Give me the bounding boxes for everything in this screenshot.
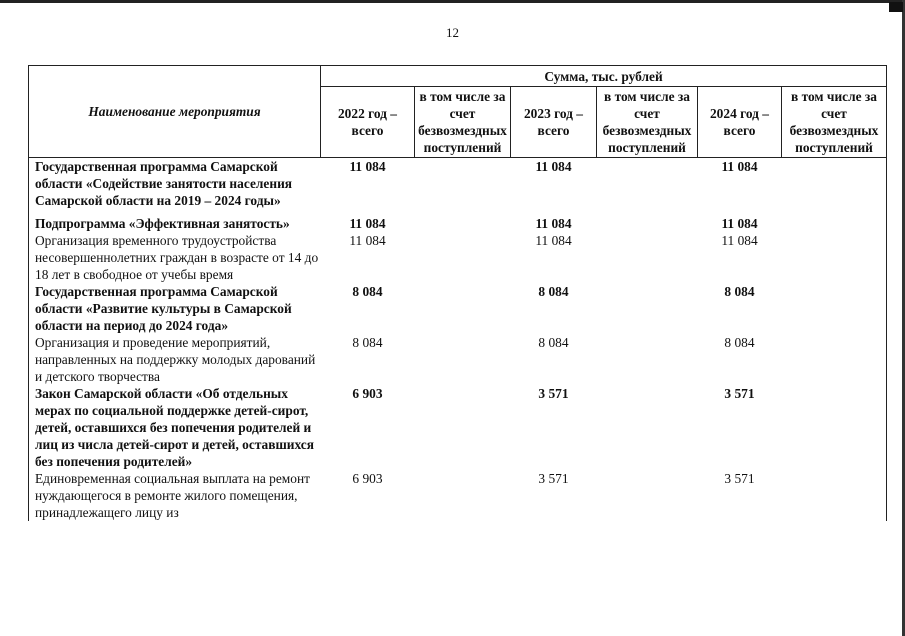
header-2023-total: 2023 год – всего [511, 87, 597, 158]
row-activity-name: Единовременная социальная выплата на ремонт нуждающегося в ремонте жилого помещения, принадлежащего лицу из [29, 470, 321, 521]
row-2023-gratuitous [597, 158, 698, 216]
row-2024-gratuitous [782, 470, 887, 521]
row-2024-gratuitous [782, 334, 887, 385]
row-2024-total: 11 084 [721, 233, 758, 248]
row-2024-gratuitous [782, 158, 887, 216]
row-2023-total: 11 084 [535, 159, 572, 174]
row-2022-gratuitous [415, 232, 511, 283]
table-row [29, 283, 887, 334]
page-number: 12 [446, 25, 459, 40]
row-2022-total: 11 084 [349, 233, 386, 248]
row-2023-gratuitous [597, 215, 698, 232]
row-2024-gratuitous [782, 232, 887, 283]
row-2024-gratuitous [782, 385, 887, 470]
header-2023-gratuitous: в том числе за счет безвозмездных поступлений [597, 87, 698, 158]
row-activity-name: Подпрограмма «Эффективная занятость» [29, 215, 321, 232]
header-2024-total: 2024 год – всего [698, 87, 782, 158]
row-2023-total: 3 571 [538, 471, 569, 486]
row-2022-gratuitous [415, 215, 511, 232]
row-2022-total: 11 084 [349, 216, 386, 231]
row-2024-total: 3 571 [724, 471, 755, 486]
table-row [29, 385, 887, 470]
row-2023-gratuitous [597, 334, 698, 385]
row-activity-name: Организация временного трудоустройства несовершеннолетних граждан в возрасте от 14 до 18 лет в свободное от учебы время [29, 232, 321, 283]
header-activity-name: Наименование мероприятия [29, 66, 321, 158]
row-2024-gratuitous [782, 283, 887, 334]
table-row [29, 158, 887, 216]
row-activity-name: Закон Самарской области «Об отдельных мерах по социальной поддержке детей-сирот, детей, оставшихся без попечения родителей и лиц из числа детей-сирот и детей, оставшихся без попечения родителей» [29, 385, 321, 470]
table-row [29, 334, 887, 385]
table-header [29, 66, 887, 158]
row-2022-gratuitous [415, 385, 511, 470]
header-2022-gratuitous: в том числе за счет безвозмездных поступлений [415, 87, 511, 158]
row-2022-total: 6 903 [352, 386, 383, 401]
row-2022-total: 11 084 [349, 159, 386, 174]
row-activity-name: Государственная программа Самарской области «Развитие культуры в Самарской области на период до 2024 года» [29, 283, 321, 334]
row-2022-gratuitous [415, 158, 511, 216]
row-2022-total: 6 903 [352, 471, 383, 486]
row-2023-gratuitous [597, 283, 698, 334]
row-2024-total: 3 571 [724, 386, 755, 401]
row-2023-gratuitous [597, 385, 698, 470]
scan-edge-top [0, 0, 905, 3]
row-2022-gratuitous [415, 470, 511, 521]
header-2022-total: 2022 год – всего [321, 87, 415, 158]
row-activity-name: Организация и проведение мероприятий, направленных на поддержку молодых дарований и детского творчества [29, 334, 321, 385]
header-sum-group: Сумма, тыс. рублей [321, 66, 887, 87]
row-2022-gratuitous [415, 283, 511, 334]
row-2024-gratuitous [782, 215, 887, 232]
header-2024-gratuitous: в том числе за счет безвозмездных поступлений [782, 87, 887, 158]
row-2024-total: 11 084 [721, 159, 758, 174]
funding-table [28, 65, 887, 521]
table-row [29, 470, 887, 521]
row-2022-total: 8 084 [352, 284, 383, 299]
row-2023-gratuitous [597, 232, 698, 283]
row-2023-total: 8 084 [538, 335, 569, 350]
row-2022-gratuitous [415, 334, 511, 385]
row-2024-total: 8 084 [724, 335, 755, 350]
row-2023-total: 3 571 [538, 386, 569, 401]
table-row [29, 232, 887, 283]
row-2023-total: 11 084 [535, 233, 572, 248]
scan-corner-mark [889, 2, 903, 12]
table-row [29, 215, 887, 232]
row-2024-total: 8 084 [724, 284, 755, 299]
table-body [29, 158, 887, 522]
row-2024-total: 11 084 [721, 216, 758, 231]
row-2022-total: 8 084 [352, 335, 383, 350]
row-2023-gratuitous [597, 470, 698, 521]
row-2023-total: 8 084 [538, 284, 569, 299]
row-2023-total: 11 084 [535, 216, 572, 231]
row-activity-name: Государственная программа Самарской области «Содействие занятости населения Самарской области на 2019 – 2024 годы» [29, 158, 321, 216]
